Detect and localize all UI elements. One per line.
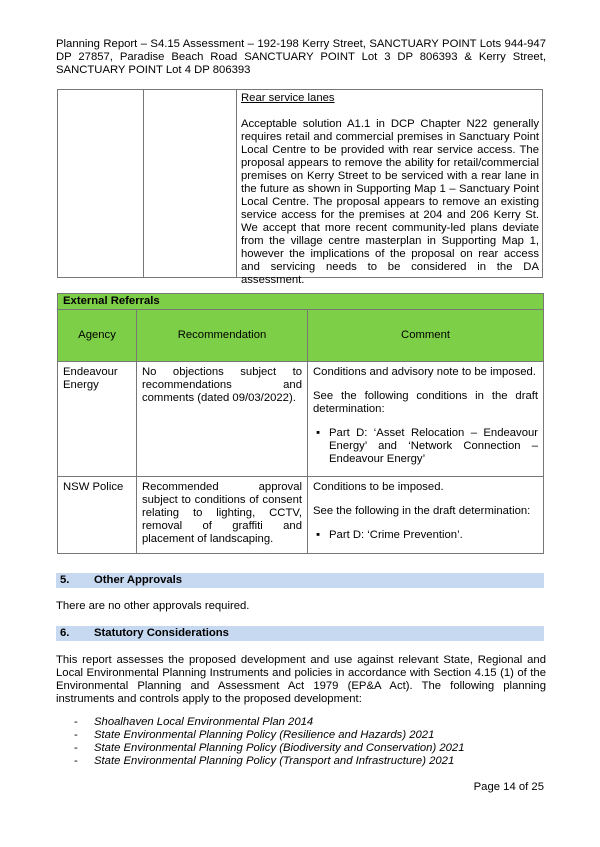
section-number: 5. <box>60 574 70 586</box>
list-item: - State Environmental Planning Policy (Biodiversity and Conservation) 2021 <box>74 742 534 755</box>
rear-lanes-cell <box>241 90 539 287</box>
list-item: ▪ Part D: ‘Crime Prevention’. <box>329 529 538 542</box>
recommendation-cell: Recommended approval subject to conditions of consent relating to lighting, CCTV, removal of graffiti and placement of landscaping. <box>137 477 308 554</box>
rear-lanes-body: Acceptable solution A1.1 in DCP Chapter N22 generally requires retail and commercial premises in Sanctuary Point Local Centre to be provided with rear service access. The proposal appears to remove the ability for retail/commercial premises on Kerry Street to be serviced with a rear lane in the future as shown in Supporting Map 1 – Sanctuary Point Local Centre. The proposal appears to remove an existing service access for the premises at 204 and 206 Kerry St. We accept that more recent community-led plans deviate from the village centre masterplan in Supporting Map 1, however the implications of the proposal on rear access and servicing needs to be considered in the DA assessment. <box>241 118 539 286</box>
instrument-list <box>74 716 534 768</box>
referrals-title: External Referrals <box>58 294 544 310</box>
list-item: - State Environmental Planning Policy (Resilience and Hazards) 2021 <box>74 729 534 742</box>
agency-cell: Endeavour Energy <box>58 362 137 477</box>
empty-cell <box>144 90 237 277</box>
page-number: Page 14 of 25 <box>473 781 544 793</box>
section-body: There are no other approvals required. <box>56 600 250 612</box>
section-title: Other Approvals <box>94 574 183 586</box>
section-heading <box>56 573 544 588</box>
col-agency: Agency <box>58 310 137 362</box>
page-header: Planning Report – S4.15 Assessment – 192-198 Kerry Street, SANCTUARY POINT Lots 944-947 DP 27857, Paradise Beach Road SANCTUARY POINT Lot 3 DP 806393 & Kerry Street, SANCTUARY POINT Lot 4 DP 806393 <box>56 38 546 76</box>
col-comment: Comment <box>308 310 544 362</box>
external-referrals-table <box>57 293 544 554</box>
assessment-table-continuation <box>57 89 543 286</box>
section-number: 6. <box>60 627 70 639</box>
comment-line: Conditions to be imposed. <box>313 481 444 493</box>
list-item: - Shoalhaven Local Environmental Plan 2014 <box>74 716 534 729</box>
rear-lanes-heading: Rear service lanes <box>241 92 335 104</box>
list-item: - State Environmental Planning Policy (Transport and Infrastructure) 2021 <box>74 755 534 768</box>
col-recommendation: Recommendation <box>137 310 308 362</box>
agency-cell: NSW Police <box>58 477 137 554</box>
recommendation-cell: No objections subject to recommendations and comments (dated 09/03/2022). <box>137 362 308 477</box>
comment-line: See the following in the draft determination: <box>313 505 531 517</box>
list-item: ▪ Part D: ‘Asset Relocation – Endeavour Energy’ and ‘Network Connection – Endeavour Energy’ <box>329 427 538 466</box>
table-row <box>58 477 544 554</box>
comment-cell <box>308 362 544 477</box>
section-heading <box>56 626 544 641</box>
comment-line: See the following conditions in the draft determination: <box>313 390 539 415</box>
comment-cell <box>308 477 544 554</box>
section-body: This report assesses the proposed development and use against relevant State, Regional and Local Environmental Planning Instruments and policies in accordance with Section 4.15 (1) of the Environmental Planning and Assessment Act 1979 (EP&A Act). The following planning instruments and controls apply to the proposed development: <box>56 654 546 705</box>
comment-line: Conditions and advisory note to be imposed. <box>313 366 536 378</box>
table-row <box>58 362 544 477</box>
section-title: Statutory Considerations <box>94 627 229 639</box>
empty-cell <box>58 90 144 277</box>
